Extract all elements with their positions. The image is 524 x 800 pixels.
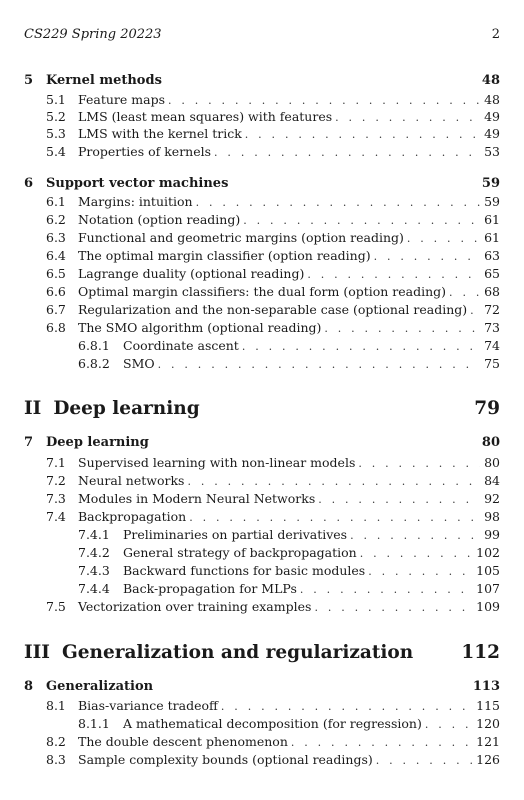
subsection-page: 105 [476, 563, 500, 578]
subsection-title: General strategy of backpropagation [123, 545, 357, 560]
toc-section[interactable] [24, 733, 500, 751]
subsection-number: 7.4.2 [78, 545, 110, 560]
section-title: Modules in Modern Neural Networks [78, 491, 316, 506]
subsection-title: Backward functions for basic modules [123, 563, 366, 578]
section-page: 61 [484, 212, 500, 227]
section-number: 6.4 [46, 248, 66, 263]
chapter-title: Deep learning [46, 435, 149, 450]
subsection-page: 75 [484, 356, 500, 371]
section-title: Feature maps [78, 92, 165, 107]
leader-dots [242, 338, 480, 356]
toc-section[interactable] [24, 265, 500, 283]
section-page: 48 [484, 92, 500, 107]
section-page: 49 [484, 109, 500, 124]
section-number: 6.1 [46, 194, 66, 209]
toc-subsection[interactable] [24, 562, 500, 580]
leader-dots [358, 455, 480, 473]
subsection-title: Back-propagation for MLPs [123, 581, 297, 596]
toc-chapter-6[interactable] [24, 175, 500, 193]
leader-dots [449, 284, 480, 302]
section-title: Vectorization over training examples [78, 599, 312, 614]
section-number: 6.7 [46, 302, 66, 317]
subsection-title: Coordinate ascent [123, 338, 239, 353]
section-page: 61 [484, 230, 500, 245]
section-number: 7.2 [46, 473, 66, 488]
section-number: 8.3 [46, 752, 66, 767]
section-number: 7.5 [46, 599, 66, 614]
section-title: Neural networks [78, 473, 185, 488]
section-number: 8.1 [46, 698, 66, 713]
leader-dots [368, 563, 472, 581]
section-number: 6.3 [46, 230, 66, 245]
subsection-page: 74 [484, 338, 500, 353]
subsection-page: 120 [476, 716, 500, 731]
toc-part-2[interactable] [24, 398, 500, 424]
toc-section[interactable] [24, 301, 500, 319]
running-header [24, 27, 500, 47]
section-title: Functional and geometric margins (option reading) [78, 230, 404, 245]
section-page: 63 [484, 248, 500, 263]
chapter-title: Kernel methods [46, 73, 162, 88]
toc-section[interactable] [24, 143, 500, 161]
chapter-title: Support vector machines [46, 176, 229, 191]
part-number: II [24, 398, 42, 419]
toc-section[interactable] [24, 598, 500, 616]
subsection-number: 7.4.3 [78, 563, 110, 578]
section-title: LMS (least mean squares) with features [78, 109, 333, 124]
subsection-page: 99 [484, 527, 500, 542]
toc-section[interactable] [24, 508, 500, 526]
toc-section[interactable] [24, 193, 500, 211]
section-title: Optimal margin classifiers: the dual form (option reading) [78, 284, 447, 299]
section-number: 5.2 [46, 109, 66, 124]
toc-section[interactable] [24, 229, 500, 247]
leader-dots [187, 473, 480, 491]
section-page: 80 [484, 455, 500, 470]
toc-section[interactable] [24, 319, 500, 337]
section-page: 115 [476, 698, 500, 713]
section-number: 6.2 [46, 212, 66, 227]
chapter-number: 5 [24, 73, 34, 88]
leader-dots [291, 734, 472, 752]
subsection-number: 7.4.4 [78, 581, 110, 596]
section-title: Properties of kernels [78, 144, 212, 159]
course-title: CS229 Spring 20223 [24, 27, 162, 42]
toc-section[interactable] [24, 108, 500, 126]
subsection-page: 102 [476, 545, 500, 560]
toc-section[interactable] [24, 247, 500, 265]
leader-dots [407, 230, 480, 248]
leader-dots [318, 491, 480, 509]
chapter-number: 7 [24, 435, 34, 450]
chapter-number: 6 [24, 176, 34, 191]
leader-dots [214, 144, 480, 162]
leader-dots [307, 266, 480, 284]
section-title: Notation (option reading) [78, 212, 241, 227]
part-title: Deep learning [53, 398, 200, 419]
section-number: 6.8 [46, 320, 66, 335]
toc-chapter-5[interactable] [24, 72, 500, 90]
section-number: 5.1 [46, 92, 66, 107]
toc-subsection[interactable] [24, 715, 500, 733]
section-number: 7.1 [46, 455, 66, 470]
section-number: 7.4 [46, 509, 66, 524]
subsection-title: A mathematical decomposition (for regression) [123, 716, 422, 731]
section-number: 6.6 [46, 284, 66, 299]
leader-dots [221, 698, 472, 716]
toc-section[interactable] [24, 125, 500, 143]
leader-dots [376, 752, 472, 770]
leader-dots [470, 302, 480, 320]
section-title: LMS with the kernel trick [78, 126, 242, 141]
chapter-page: 80 [481, 435, 500, 450]
section-title: Lagrange duality (optional reading) [78, 266, 305, 281]
chapter-page: 48 [481, 73, 500, 88]
section-title: The optimal margin classifier (option reading) [78, 248, 371, 263]
toc-subsection[interactable] [24, 526, 500, 544]
page-number: 2 [491, 27, 500, 42]
leader-dots [158, 356, 480, 374]
section-number: 7.3 [46, 491, 66, 506]
section-title: The SMO algorithm (optional reading) [78, 320, 322, 335]
chapter-page: 59 [481, 176, 500, 191]
section-title: Backpropagation [78, 509, 187, 524]
section-title: Bias-variance tradeoff [78, 698, 218, 713]
section-number: 8.2 [46, 734, 66, 749]
toc-section[interactable] [24, 751, 500, 769]
section-title: Margins: intuition [78, 194, 193, 209]
section-page: 92 [484, 491, 500, 506]
leader-dots [350, 527, 480, 545]
subsection-number: 8.1.1 [78, 716, 110, 731]
subsection-page: 107 [476, 581, 500, 596]
section-page: 68 [484, 284, 500, 299]
toc-part-3[interactable] [24, 642, 500, 668]
subsection-number: 6.8.1 [78, 338, 110, 353]
section-page: 109 [476, 599, 500, 614]
toc-subsection[interactable] [24, 580, 500, 598]
leader-dots [245, 126, 480, 144]
section-page: 121 [476, 734, 500, 749]
subsection-title: SMO [123, 356, 155, 371]
chapter-page: 113 [472, 679, 500, 694]
leader-dots [189, 509, 480, 527]
toc-subsection[interactable] [24, 355, 500, 373]
leader-dots [360, 545, 472, 563]
subsection-number: 6.8.2 [78, 356, 110, 371]
section-page: 65 [484, 266, 500, 281]
subsection-title: Preliminaries on partial derivatives [123, 527, 348, 542]
section-page: 72 [484, 302, 500, 317]
toc-section[interactable] [24, 283, 500, 301]
section-title: Regularization and the non-separable case (optional reading) [78, 302, 468, 317]
section-title: The double descent phenomenon [78, 734, 288, 749]
toc-chapter-7[interactable] [24, 434, 500, 452]
chapter-number: 8 [24, 679, 34, 694]
section-page: 59 [484, 194, 500, 209]
section-number: 5.4 [46, 144, 66, 159]
section-number: 6.5 [46, 266, 66, 281]
leader-dots [324, 320, 480, 338]
toc-section[interactable] [24, 697, 500, 715]
leader-dots [300, 581, 472, 599]
section-title: Supervised learning with non-linear models [78, 455, 356, 470]
toc-section[interactable] [24, 454, 500, 472]
leader-dots [425, 716, 472, 734]
leader-dots [196, 194, 481, 212]
chapter-title: Generalization [46, 679, 154, 694]
section-page: 126 [476, 752, 500, 767]
toc-section[interactable] [24, 490, 500, 508]
toc-chapter-8[interactable] [24, 678, 500, 696]
section-page: 84 [484, 473, 500, 488]
section-page: 49 [484, 126, 500, 141]
section-page: 73 [484, 320, 500, 335]
toc-section[interactable] [24, 211, 500, 229]
part-title: Generalization and regularization [61, 642, 414, 663]
section-number: 5.3 [46, 126, 66, 141]
leader-dots [243, 212, 480, 230]
toc-section[interactable] [24, 472, 500, 490]
part-page: 79 [474, 398, 500, 419]
leader-dots [374, 248, 481, 266]
section-title: Sample complexity bounds (optional readings) [78, 752, 373, 767]
leader-dots [314, 599, 472, 617]
section-page: 98 [484, 509, 500, 524]
section-page: 53 [484, 144, 500, 159]
part-number: III [24, 642, 50, 663]
toc-subsection[interactable] [24, 337, 500, 355]
subsection-number: 7.4.1 [78, 527, 110, 542]
toc-subsection[interactable] [24, 544, 500, 562]
toc-section[interactable] [24, 91, 500, 109]
part-page: 112 [461, 642, 500, 663]
